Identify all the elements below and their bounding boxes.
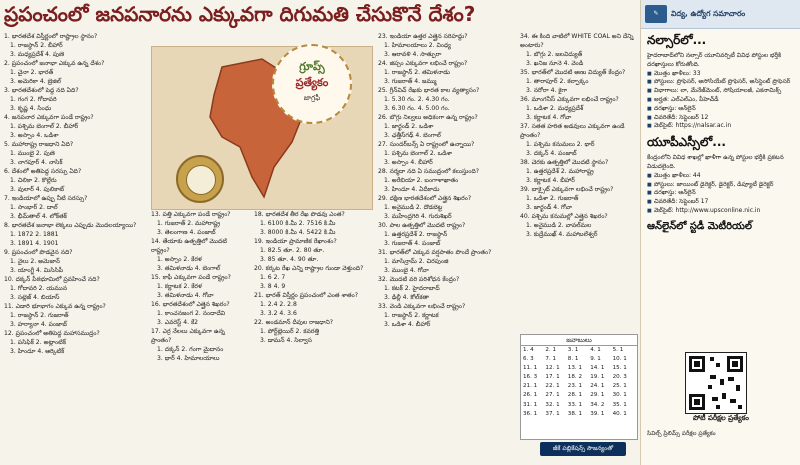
nalsar-section-title: నల్సార్‌లో... (647, 33, 707, 47)
answer-cell: 3. 1 (567, 347, 579, 353)
question-options: 1. హిమాలయాలు 2. వింధ్య (384, 42, 451, 49)
upsc-section-title: యూపీఎస్సీలో... (647, 135, 726, 150)
question-text: 19. ఇండియా ప్రామాణిక రేఖాంశం? (254, 238, 337, 245)
answer-cell: 27. 1 (545, 392, 560, 399)
question-options: 3. తెలంగాణ 4. పంజాబ్ (157, 229, 216, 236)
question-text: 15. కాఫీ ఎక్కువగా పండే రాష్ట్రం? (151, 274, 231, 281)
badge-line-1: గ్రూప్స్ (299, 60, 325, 73)
answer-cell: 9. 1 (590, 356, 601, 363)
answer-cell: 20. 3 (612, 374, 627, 381)
question-options: 1. గంగ 2. గోదావరి (10, 96, 57, 103)
question-text: 18. భారతదేశ తీర రేఖ పొడవు ఎంత? (254, 211, 345, 218)
answer-key-grid (521, 346, 637, 419)
sidebar (640, 0, 800, 465)
page-title: ప్రపంచంలో జనపనారను ఎక్కువగా దిగుమతి చేసుకొనే దేశం? (4, 2, 476, 26)
answer-cell: 5. 1 (612, 347, 624, 353)
answer-cell: 1. 4 (523, 347, 534, 353)
questions-column-3 (254, 210, 372, 462)
question-options: 1. అస్సాం 2. కేరళ (157, 256, 202, 263)
answer-cell: 40. 1 (612, 410, 627, 417)
question-options: 3. ఎవరెస్ట్ 4. కే2 (157, 319, 199, 326)
answer-key-table (520, 334, 638, 440)
question-options: 1. 6 2. 7 (260, 274, 286, 281)
nalsar-intro: హైదరాబాద్‌లోని నల్సార్ యూనివర్సిటీ వివిధ పోస్టుల భర్తీకి దరఖాస్తులు కోరుతోంది. (647, 52, 782, 68)
answer-cell: 25. 1 (612, 383, 627, 390)
answer-cell: 16. 3 (523, 374, 538, 381)
answer-cell: 21. 1 (523, 383, 538, 390)
question-options: 1. ఒడిశా 2. మధ్యప్రదేశ్ (526, 105, 584, 112)
question-text: 27. సుందర్‌బన్స్ ఏ రాష్ట్రంలో ఉన్నాయి? (378, 141, 475, 148)
answer-cell: 12. 1 (545, 365, 560, 372)
question-text: 35. భారత్‌లో మొదటి అణు విద్యుత్ కేంద్రం? (520, 69, 626, 76)
competitive-exams-special: పోటీ పరీక్షల ప్రత్యేకం (693, 414, 749, 422)
question-options: 3. జార్ఖండ్ 4. గోవా (526, 204, 573, 211)
question-options: 1. రాజస్థాన్ 2. బీహార్ (10, 42, 63, 49)
education-logo-icon: ✎ (645, 5, 667, 23)
question-options: 1. రాజస్థాన్ 2. కర్ణాటక (384, 312, 439, 319)
answer-cell: 10. 1 (612, 356, 627, 363)
question-options: 3. 1891 4. 1901 (10, 240, 59, 247)
detail-item: ■ దరఖాస్తు: ఆన్‌లైన్ (647, 105, 797, 114)
detail-item[interactable]: ■ వెబ్‌సైట్: http://www.upsconline.nic.in (647, 207, 797, 216)
question-options: 1. నైలు 2. అమెజాన్ (10, 258, 60, 265)
question-options: 3. అమెరికా 4. బ్రెజిల్ (10, 78, 62, 85)
answer-cell: 17. 1 (545, 374, 560, 381)
answer-key-title: జవాబులు (521, 335, 637, 346)
answer-cell: 36. 1 (523, 410, 538, 417)
answer-cell: 6. 3 (523, 356, 534, 363)
question-text: 23. ఇండియా ఉత్తర ఎత్తైన సరిహద్దు? (378, 33, 468, 40)
badge-line-2: ప్రత్యేకం (295, 76, 329, 89)
answer-cell: 33. 1 (567, 401, 583, 408)
question-text: 26. బొగ్గు నిల్వలు అధికంగా ఉన్న రాష్ట్రం? (378, 114, 478, 121)
question-options: 1. 82.5 తూ. 2. 80 తూ. (260, 247, 325, 254)
questions-column-2 (151, 210, 247, 462)
question-options: 1. 5.30 గం. 2. 4.30 గం. (384, 96, 450, 103)
question-text: 7. ఇండియాలో ఉప్పు నీటి సరస్సు? (4, 195, 88, 202)
question-options: 3. ఢిల్లీ 4. కోల్‌కతా (384, 294, 430, 301)
answer-cell: 4. 1 (590, 347, 601, 353)
question-options: 1. జార్ఖండ్ 2. ఒడిశా (384, 123, 434, 130)
question-options: 3. హిందూ 4. ఆర్కిటిక్ (10, 348, 65, 355)
question-options: 3. తమిళనాడు 4. బెంగాల్ (157, 265, 221, 272)
question-text: 40. పశ్చిమ కనుమల్లో ఎత్తైన శిఖరం? (520, 213, 608, 220)
answer-cell: 30. 1 (612, 392, 627, 399)
question-options: 1. పశ్చిమ బెంగాల్ 2. బీహార్ (10, 123, 79, 130)
question-options: 1. గుజరాత్ 2. మహారాష్ట్ర (157, 220, 221, 227)
questions-column-4 (378, 32, 516, 462)
question-text: 38. చెరకు ఉత్పత్తిలో మొదటి స్థానం? (520, 159, 609, 166)
answer-cell: 13. 1 (567, 365, 583, 372)
question-options: 1. ఒడిశా 2. గుజరాత్ (526, 195, 579, 202)
question-options: 3. కృష్ణ 4. సింధు (10, 105, 52, 112)
questions-column-1 (4, 32, 144, 462)
answer-cell: 38. 1 (567, 410, 583, 417)
question-options: 3. నరోరా 4. కైగా (526, 87, 568, 94)
question-options: 1. పసిఫిక్ 2. అట్లాంటిక్ (10, 339, 67, 346)
question-options: 1. కాంచనజంగ 2. నందాదేవి (157, 310, 226, 317)
question-options: 3. వులార్ 4. పులికాట్ (10, 186, 65, 193)
question-text: 34. ఈ కింది వాటిలో WHITE COAL అని దేన్ని అంటారు? (520, 33, 634, 49)
question-options: 3. నాగపూర్ 4. నాసిక్ (10, 159, 63, 166)
question-options: 1. పశ్చిమ బెంగాల్ 2. ఒడిశా (384, 150, 453, 157)
question-options: 3. హిందూ 4. ఏదీకాదు (384, 186, 440, 193)
question-options: 3. 3.2 4. 3.6 (260, 310, 297, 317)
question-text: 39. బాక్సైట్ ఎక్కువగా లభించే రాష్ట్రం? (520, 186, 614, 193)
question-options: 3. హర్యానా 4. పంజాబ్ (10, 321, 67, 328)
question-text: 37. సతత హరిత అడవులు ఎక్కువగా ఉండే ప్రాంతం? (520, 123, 625, 139)
question-options: 1. 2.4 2. 2.8 (260, 301, 297, 308)
question-options: 3. గుజరాత్ 4. పంజాబ్ (384, 240, 441, 247)
detail-item: ■ చివరితేదీ: సెప్టెంబర్ 12 (647, 114, 797, 123)
question-options: 3. అస్సాం 4. ఒడిశా (10, 132, 59, 139)
question-text: 20. కర్కట రేఖ ఎన్ని రాష్ట్రాల గుండా వెళ్తుంది? (254, 265, 364, 272)
question-options: 3. భీమ్‌తాల్ 4. లోక్‌తక్ (10, 213, 67, 220)
answer-cell: 24. 1 (590, 383, 605, 390)
answer-cell: 22. 1 (545, 383, 560, 390)
question-options: 1. తారాపూర్ 2. కల్పాక్కం (526, 78, 589, 85)
question-options: 1. చిలికా 2. కొల్లేరు (10, 177, 57, 184)
question-options: 1. అనైముడి 2. వావల్‌మల (526, 222, 592, 229)
answer-cell: 28. 1 (567, 392, 583, 399)
detail-item: ■ అర్హత: ఎల్ఎల్ఎం, పీహెచ్‌డీ (647, 96, 797, 105)
qr-code-icon[interactable] (685, 352, 747, 414)
compass-icon (176, 155, 224, 203)
question-text: 14. తేయాకు ఉత్పత్తిలో మొదటి రాష్ట్రం? (151, 238, 227, 254)
detail-item: ■ చివరితేదీ: సెప్టెంబర్ 17 (647, 198, 797, 207)
question-options: 3. తమిళనాడు 4. గోవా (157, 292, 214, 299)
answer-cell: 32. 1 (545, 401, 560, 408)
sidebar-footnote: సివిల్స్ ప్రిలిమ్స్ పరీక్షల ప్రత్యేకం (647, 431, 716, 437)
answer-cell: 7. 1 (545, 356, 557, 363)
question-text: 13. పత్తి ఎక్కువగా పండే రాష్ట్రం? (151, 211, 231, 218)
question-text: 4. జనపనార ఎక్కువగా పండే రాష్ట్రం? (4, 114, 94, 121)
badge-line-3: జాగ్రఫీ (303, 94, 321, 102)
question-options: 3. ఆరావళి 4. సాత్పురా (384, 51, 442, 58)
question-options: 3. 8000 కి.మీ 4. 5422 కి.మీ (260, 229, 336, 236)
question-options: 3. మహేంద్రగిరి 4. గురుశిఖర్ (384, 213, 452, 220)
groups-special-badge (272, 44, 348, 124)
question-text: 8. భారతదేశ జనాభా లెక్కలు ఎప్పుడు మొదలయ్యాయి? (4, 222, 137, 229)
sidebar-header-title: విద్య, ఉద్యోగ సమాచారం (671, 8, 746, 18)
answer-cell: 14. 1 (590, 365, 605, 372)
question-options: 3. ఛత్తీస్‌గఢ్ 4. బెంగాల్ (384, 132, 441, 139)
question-text: 6. దేశంలో అతిపెద్ద సరస్సు ఏది? (4, 168, 82, 175)
question-text: 10. దక్కన్ పీఠభూమిలో ప్రవహించే నది? (4, 276, 100, 283)
answer-cell: 15. 1 (612, 365, 627, 372)
question-options: 3. కర్ణాటక 4. గోవా (526, 114, 572, 121)
question-options: 3. కర్ణాటక 4. బీహార్ (526, 177, 575, 184)
upsc-intro: కేంద్రంలోని వివిధ శాఖల్లో ఖాళీగా ఉన్న పోస్టుల భర్తీకి ప్రకటన విడుదలైంది. (647, 154, 784, 170)
sidebar-header (641, 0, 800, 29)
answer-cell: 31. 1 (523, 401, 538, 408)
question-options: 3. డామన్ 4. సిల్వాస (260, 337, 312, 344)
question-text: 32. మొదటి వరి పరిశోధన కేంద్రం? (378, 276, 460, 283)
question-options: 3. దక్కన్ 4. పంజాబ్ (526, 150, 577, 157)
question-options: 1. ఉత్తరప్రదేశ్ 2. మహారాష్ట్ర (526, 168, 594, 175)
online-material-title: ఆన్‌లైన్‌లో స్టడీ మెటీరియల్ (647, 220, 752, 232)
detail-item: ■ విభాగాలు: లా, మేనేజ్‌మెంట్, సోషియాలజీ, ఎకనామిక్స్ (647, 87, 797, 96)
answer-cell: 18. 2 (567, 374, 583, 381)
question-options: 1. దక్కన్ 2. గంగా మైదానం (157, 346, 224, 353)
question-text: 16. భారతదేశంలో ఎత్తైన శిఖరం? (151, 301, 230, 308)
question-options: 1. పోర్ట్‌బ్లెయిర్ 2. కవరత్తి (260, 328, 320, 335)
question-options: 3. 8 4. 9 (260, 283, 286, 290)
answer-cell: 2. 1 (545, 347, 557, 353)
question-options: 3. మధ్యప్రదేశ్ 4. పుణె (10, 51, 65, 58)
answer-cell: 35. 1 (612, 401, 627, 408)
question-options: 3. ఒడిశా 4. బీహార్ (384, 321, 431, 328)
upsc-details-list (641, 172, 800, 216)
question-text: 22. అండమాన్ దీవుల రాజధాని? (254, 319, 333, 326)
detail-item: ■ మొత్తం ఖాళీలు: 33 (647, 70, 797, 79)
answer-cell: 19. 1 (590, 374, 605, 381)
question-text: 11. ఎడారి భూభాగం ఎక్కువ ఉన్న రాష్ట్రం? (4, 303, 106, 310)
question-options: 1. రాజస్థాన్ 2. తమిళనాడు (384, 69, 451, 76)
answer-cell: 8. 1 (567, 356, 579, 363)
answer-cell: 26. 1 (523, 392, 538, 399)
question-text: 28. నర్మదా నది ఏ సముద్రంలో కలుస్తుంది? (378, 168, 479, 175)
detail-item: ■ పోస్టులు: జాయింట్ డైరెక్టర్, డైరెక్టర్, డిప్యూటీ డైరెక్టర్ (647, 181, 797, 190)
main-content (4, 32, 636, 462)
question-options: 1. మాసిన్రామ్ 2. చిరపుంజి (384, 258, 449, 265)
question-options: 1. ముంబై 2. పుణె (10, 150, 55, 157)
question-text: 30. పాల ఉత్పత్తిలో మొదటి రాష్ట్రం? (378, 222, 466, 229)
question-text: 3. భారతదేశంలో పెద్ద నది ఏది? (4, 87, 79, 94)
question-text: 12. ప్రపంచంలో అతిపెద్ద మహాసముద్రం? (4, 330, 100, 337)
question-options: 1. రాజస్థాన్ 2. గుజరాత్ (10, 312, 69, 319)
answer-cell: 23. 1 (567, 383, 583, 390)
question-options: 1. 1872 2. 1881 (10, 231, 59, 238)
question-options: 3. కుద్రేముఖ్ 4. మహాబలేశ్వర్ (526, 231, 598, 238)
question-text: 36. మాంగనీస్ ఎక్కువగా లభించే రాష్ట్రం? (520, 96, 619, 103)
question-text: 17. ఎర్ర నేలలు ఎక్కువగా ఉన్న ప్రాంతం? (151, 328, 225, 344)
question-options: 1. 6100 కి.మీ 2. 7516 కి.మీ (260, 220, 336, 227)
question-options: 1. అనైముడి 2. దొడబెట్ట (384, 204, 443, 211)
question-options: 1. కర్ణాటక 2. కేరళ (157, 283, 202, 290)
question-options: 3. అస్సాం 4. బీహార్ (384, 159, 433, 166)
question-options: 1. అరేబియా 2. బంగాళాఖాతం (384, 177, 459, 184)
detail-item: ■ మొత్తం ఖాళీలు: 44 (647, 172, 797, 181)
question-options: 1. చైనా 2. భారత్ (10, 69, 54, 76)
question-text: 24. జిప్సం ఎక్కువగా లభించే రాష్ట్రం? (378, 60, 468, 67)
question-options: 3. ముంబై 4. గోవా (384, 267, 429, 274)
question-options: 3. థార్ 4. హిమాలయాలు (157, 355, 220, 362)
answer-cell: 37. 1 (545, 410, 560, 417)
question-options: 3. యాంగ్జీ 4. మిసిసిపీ (10, 267, 64, 274)
answer-cell: 29. 1 (590, 392, 605, 399)
answer-cell: 39. 1 (590, 410, 605, 417)
question-options: 1. గోదావరి 2. యమున (10, 285, 68, 292)
answer-cell: 34. 2 (590, 401, 605, 408)
question-text: 2. ప్రపంచంలో జనాభా ఎక్కువ ఉన్న దేశం? (4, 60, 105, 67)
question-options: 1. సాంభార్ 2. దాల్ (10, 204, 58, 211)
question-options: 1. పశ్చిమ కనుమలు 2. థార్ (526, 141, 595, 148)
question-text: 21. భారత్ విస్తీర్ణం ప్రపంచంలో ఎంత శాతం? (254, 292, 358, 299)
question-options: 3. సట్లెజ్ 4. బియాస్ (10, 294, 60, 301)
question-text: 25. గ్రీన్‌విచ్ రేఖకు భారత కాల వ్యత్యాసం? (378, 87, 480, 94)
question-options: 1. ఉత్తరప్రదేశ్ 2. రాజస్థాన్ (384, 231, 448, 238)
question-text: 33. వెండి ఎక్కువగా లభించే రాష్ట్రం? (378, 303, 466, 310)
answer-cell: 11. 1 (523, 365, 538, 372)
detail-item[interactable]: ■ వెబ్‌సైట్: https://nalsar.ac.in (647, 122, 797, 131)
question-text: 31. భారత్‌లో ఎక్కువ వర్షపాతం పొందే ప్రాంతం? (378, 249, 492, 256)
question-text: 1. భారతదేశ విస్తీర్ణంలో రాష్ట్రాల స్థానం? (4, 33, 98, 40)
question-options: 3. గుజరాత్ 4. జమ్ము (384, 78, 437, 85)
detail-item: ■ దరఖాస్తు: ఆన్‌లైన్ (647, 189, 797, 198)
courtesy-label: జీకే పబ్లికేషన్స్ సౌజన్యంతో (540, 442, 626, 456)
question-options: 3. 85 తూ. 4. 90 తూ. (260, 256, 319, 263)
nalsar-details-list (641, 70, 800, 132)
question-options: 3. ఖనిజ నూనె 4. వెండి (526, 60, 584, 67)
question-text: 5. మహారాష్ట్ర రాజధాని ఏది? (4, 141, 74, 148)
question-options: 1. కటక్ 2. హైదరాబాద్ (384, 285, 440, 292)
questions-column-5 (520, 32, 636, 332)
question-options: 3. 6.30 గం. 4. 5.00 గం. (384, 105, 450, 112)
question-options: 1. బొగ్గు 2. జలవిద్యుత్ (526, 51, 583, 58)
question-text: 9. ప్రపంచంలో పొడవైన నది? (4, 249, 73, 256)
detail-item: ■ పోస్టులు: ప్రొఫెసర్, అసోసియేట్ ప్రొఫెసర్, అసిస్టెంట్ ప్రొఫెసర్ (647, 78, 797, 87)
question-text: 29. దక్షిణ భారతదేశంలో ఎత్తైన శిఖరం? (378, 195, 472, 202)
